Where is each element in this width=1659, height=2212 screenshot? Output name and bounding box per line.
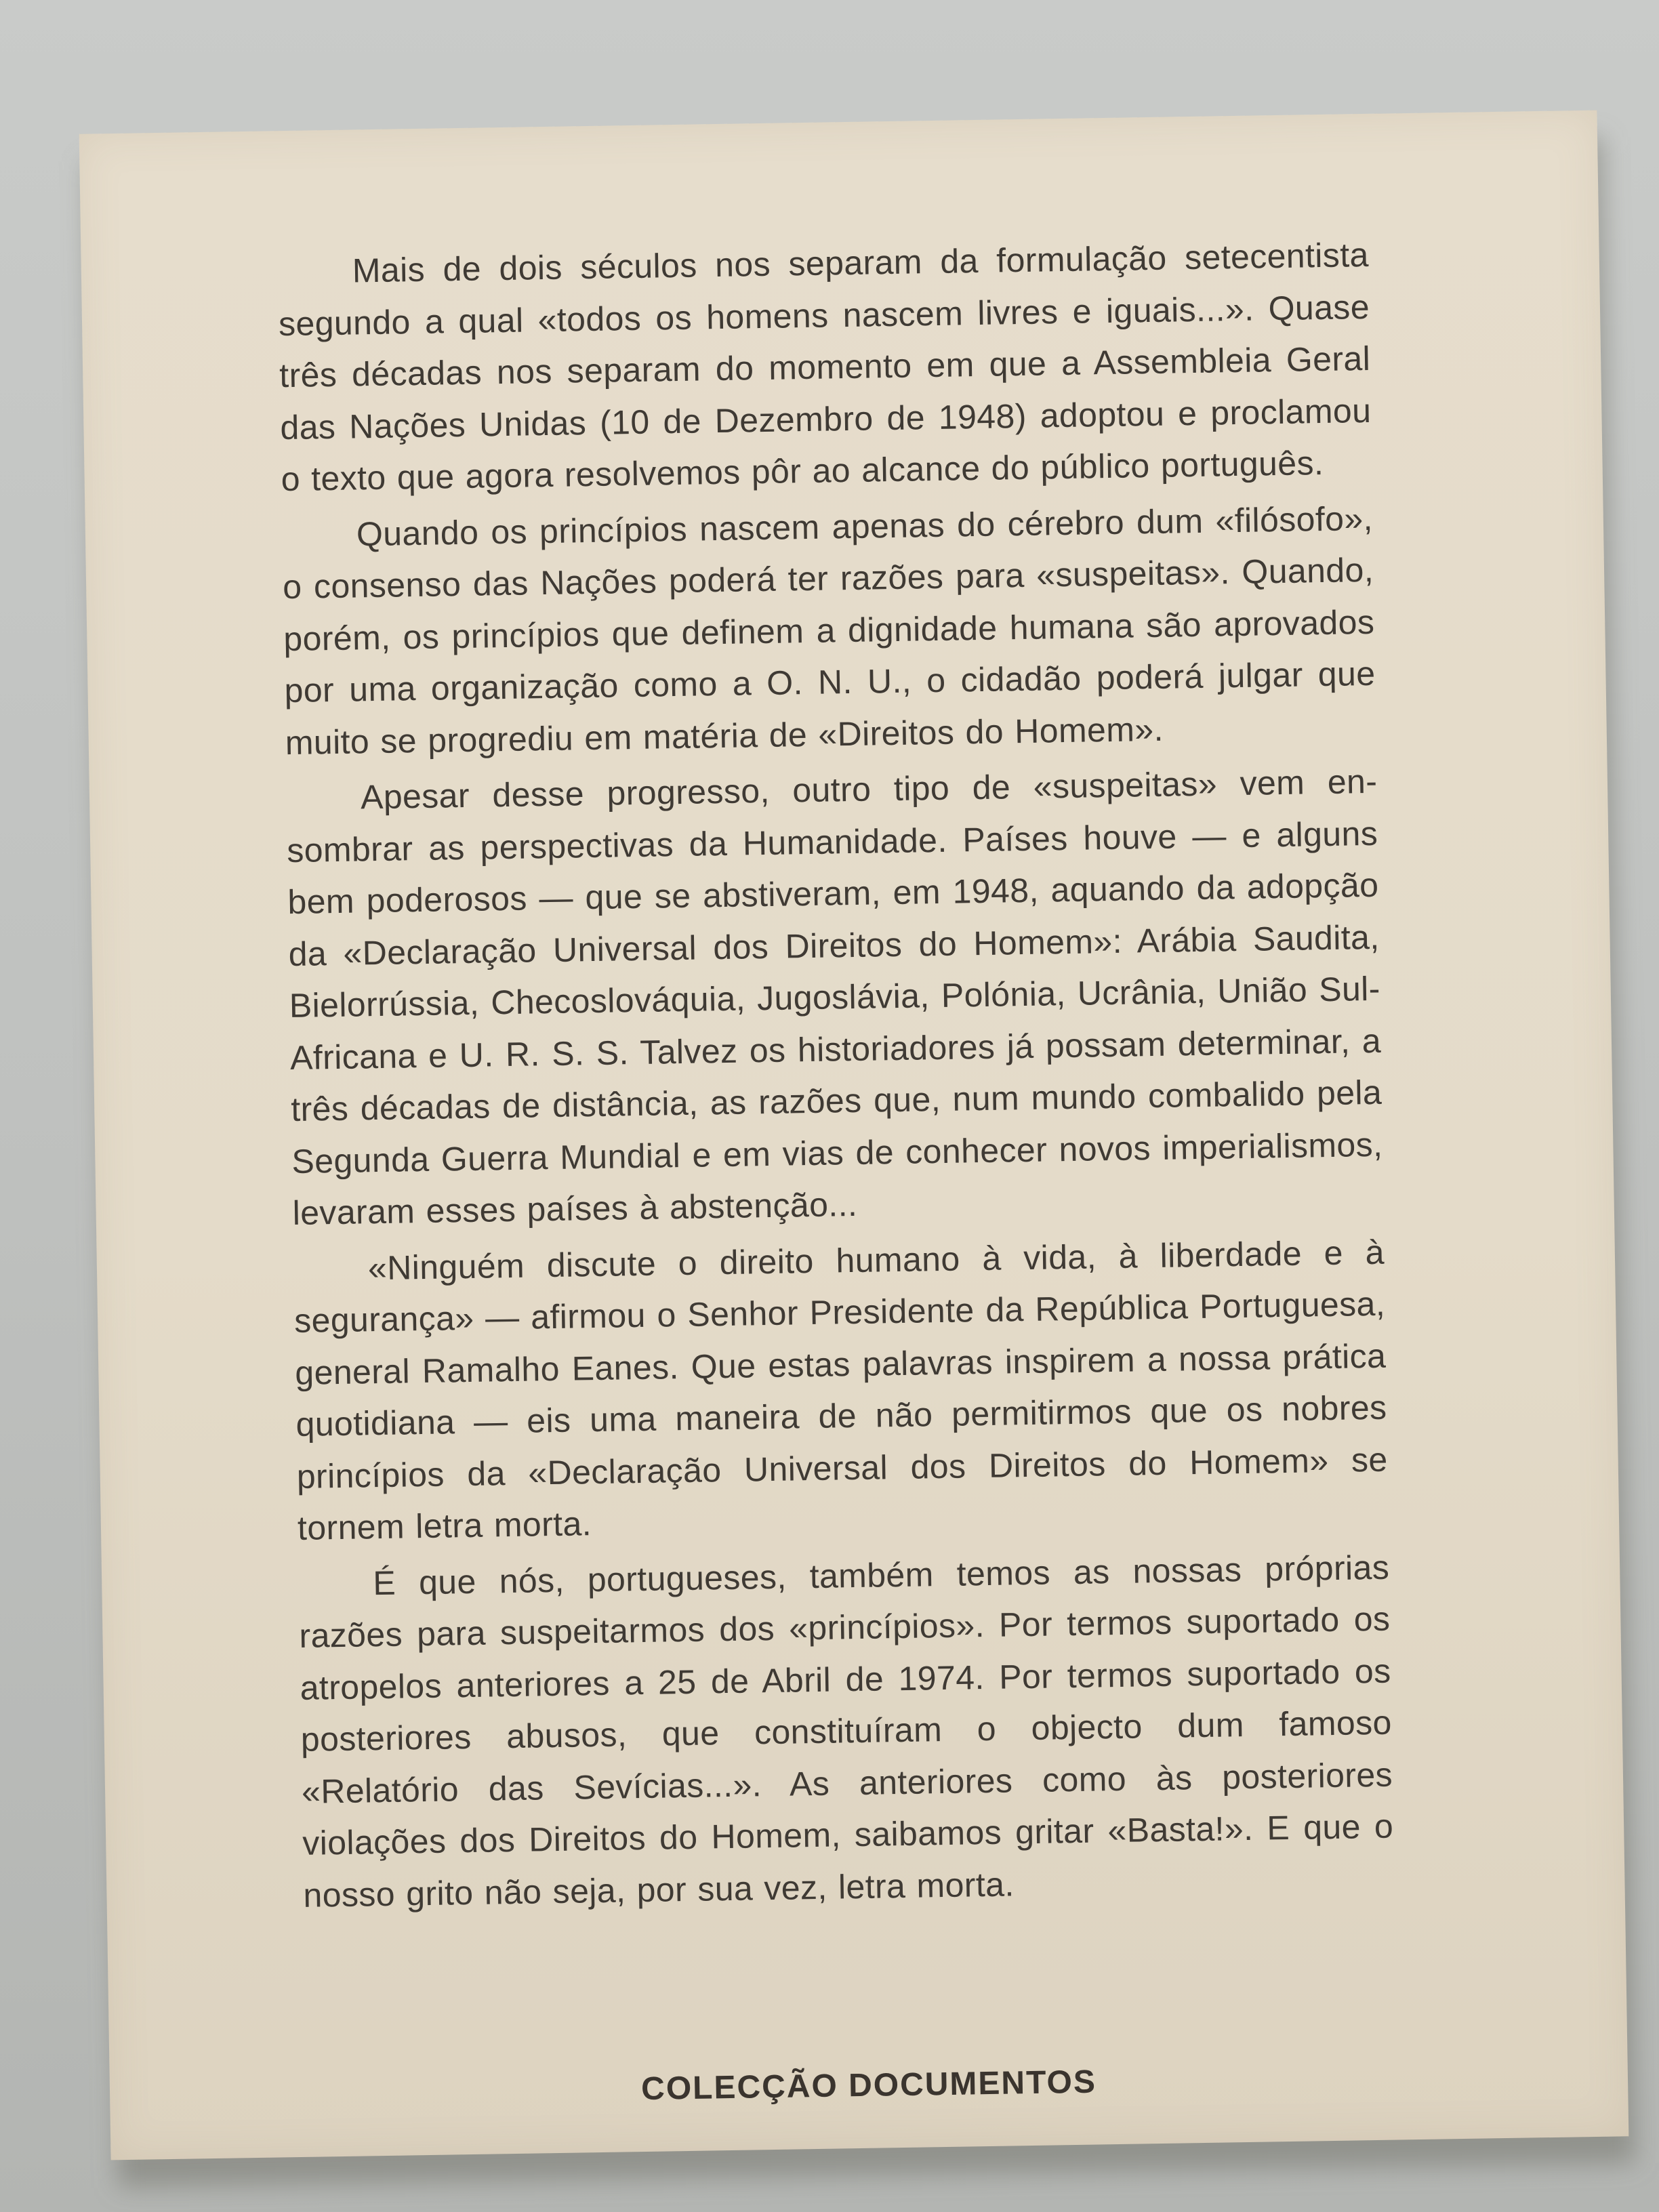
book-back-cover (79, 110, 1629, 2160)
paragraph-4: «Ninguém discute o direito humano à vida, à liberdade e à segurança» — afirmou o Senhor Presidente da República Portuguesa, general Ramalho Eanes. Que estas palavras inspirem a nossa prática quotidiana — eis uma maneira de não permitirmos que os nobres princípios da «Declaração Universal dos Direitos do Homem» se tornem letra morta. (293, 1233, 1389, 1547)
body-text (277, 229, 1395, 1925)
paragraph-5: É que nós, portugueses, também temos as nossas próprias razões para suspeitarmos dos «princípios». Por termos suportado os atropelos anteriores a 25 de Abril de 1974. Por termos suportado os posteriores abusos, que constituíram o objecto dum famoso «Relatório das Sevícias...». As anteriores como às posteriores violações dos Direitos do Homem, saibamos gritar «Basta!». E que o nosso grito não seja, por sua vez, letra morta. (299, 1548, 1394, 1914)
paragraph-1: Mais de dois séculos nos separam da formulação setecentista segundo a qual «todos os homens nascem livres e iguais...». Quase três décadas nos separam do momento em que a Assembleia Geral das Nações Unidas (10 de Dezembro de 1948) adoptou e proclamou o texto que agora resolvemos pôr ao alcance do público português. (278, 235, 1372, 499)
paragraph-2: Quando os princípios nascem apenas do cérebro dum «filósofo», o consenso das Nações poderá ter razões para «suspeitas». Quando, porém, os princípios que definem a dignidade humana são aprovados por uma organização como a O. N. U., o cidadão poderá julgar que muito se progrediu em matéria de «Direitos do Homem». (282, 499, 1376, 762)
paragraph-3: Apesar desse progresso, outro tipo de «suspeitas» vem ensombrar as perspectivas da Humanidade. Países houve — e alguns bem poderosos — que se abstiveram, em 1948, aquando da adopção da «Declaração Universal dos Direitos do Homem»: Arábia Saudita, Bielorrússia, Checoslováquia, Jugoslávia, Polónia, Ucrânia, União Sul-Africana e U. R. S. S. Talvez os historiadores já possam determinar, a três décadas de distância, as razões que, num mundo combalido pela Segunda Guerra Mundial e em vias de conhecer novos imperialismos, levaram esses países à abstenção... (286, 762, 1383, 1233)
collection-title: COLECÇÃO DOCUMENTOS (640, 2064, 1097, 2108)
